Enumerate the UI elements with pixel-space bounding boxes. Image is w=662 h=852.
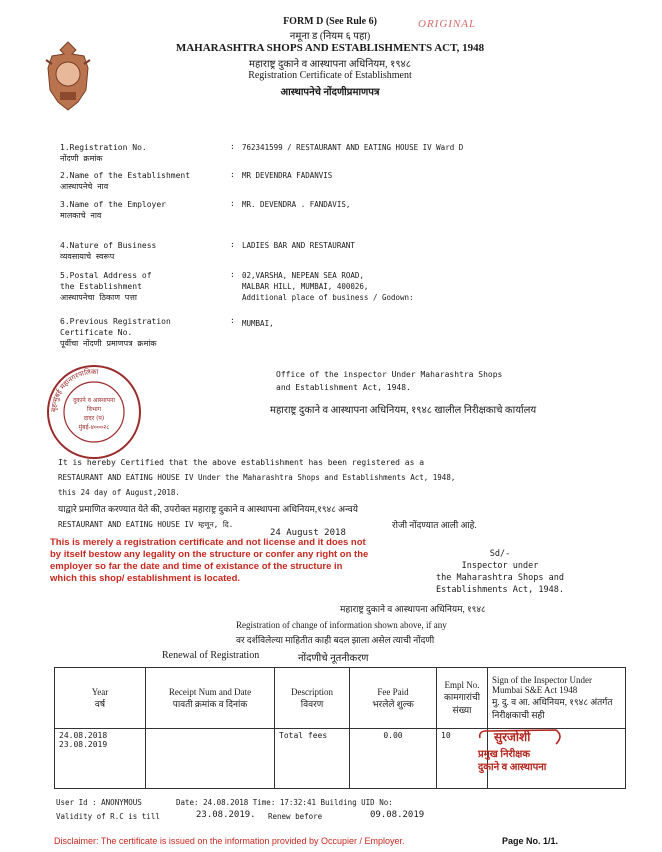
page-number: Page No. 1/1.	[502, 836, 559, 846]
header-fee-paid: Fee Paid भरलेले शुल्क	[350, 668, 437, 729]
user-id: User Id : ANONYMOUS	[56, 798, 142, 807]
office-line-1: Office of the inspector Under Maharashtra Shops	[276, 370, 503, 379]
colon: :	[230, 240, 235, 249]
cell-fee: 0.00	[350, 729, 437, 789]
renewal-title-hindi: नोंदणीचे नूतनीकरण	[298, 653, 369, 664]
cell-empl: 10	[437, 729, 488, 789]
stamp-designation: प्रमुख निरीक्षक	[478, 749, 531, 760]
registration-no-label: 1.Registration No. नोंदणी क्रमांक	[60, 143, 147, 163]
disclaimer: Disclaimer: The certificate is issued on the information provided by Occupier / Employer.	[54, 836, 405, 846]
seal-line-4: मुंबई-४०००२८	[78, 424, 110, 431]
signature-hindi: महाराष्ट्र दुकाने व आस्थापना अधिनियम, १९४८	[340, 604, 486, 614]
certificate-title: Registration Certificate of Establishment	[248, 70, 412, 81]
signature-sd: Sd/-	[489, 549, 511, 559]
issue-datetime: Date: 24.08.2018 Time: 17:32:41 Building UID No:	[176, 798, 393, 807]
form-title: FORM D (See Rule 6)	[283, 16, 377, 27]
change-info-hi: वर दर्शविलेल्या माहितीत काही बदल झाला असेल त्याची नोंदणी	[236, 635, 435, 645]
renewal-title: Renewal of Registration	[162, 650, 260, 661]
certify-line-2: RESTAURANT AND EATING HOUSE IV Under the Maharashtra Shops and Establishments Act, 1948,	[58, 473, 456, 482]
previous-certificate-value: MUMBAI,	[242, 319, 274, 328]
validity-label: Validity of R.C is till	[56, 812, 160, 821]
original-mark: ORIGINAL	[418, 18, 477, 30]
office-line-2: and Establishment Act, 1948.	[276, 383, 411, 392]
business-nature-value: LADIES BAR AND RESTAURANT	[242, 241, 355, 250]
act-title: MAHARASHTRA SHOPS AND ESTABLISHMENTS ACT, 1948	[175, 42, 485, 54]
header-year: Year वर्ष	[55, 668, 146, 729]
office-seal-icon	[44, 364, 144, 460]
employer-name-label: 3.Name of the Employer मालकाचे नाव	[60, 200, 166, 220]
change-info-en: Registration of change of information shown above, if any	[236, 620, 447, 630]
validity-date: 23.08.2019.	[196, 810, 256, 820]
stamp-department: दुकाने व आस्थापना	[478, 762, 547, 773]
table-header-row	[55, 668, 626, 729]
business-nature-label: 4.Nature of Business व्यवसायाचे स्वरूप	[60, 241, 157, 261]
certificate-title-hindi: आस्थापनेचे नोंदणीप्रमाणपत्र	[280, 87, 380, 98]
seal-line-2: विभाग	[86, 406, 102, 413]
seal-line-1: दुकाने व आस्थापना	[73, 397, 115, 404]
legal-notice: This is merely a registration certificate and not license and it does not by itself bestow any legality on the structure or confer any right on the employer so far the date and time of existance of the structure in which this shop/ establishment is located.	[50, 537, 369, 584]
colon: :	[230, 316, 235, 325]
seal-line-3: दादर (प)	[83, 415, 105, 422]
header-empl-no: Empl No. कामगारांची संख्या	[437, 668, 488, 729]
signature-line-3: Establishments Act, 1948.	[436, 585, 564, 595]
certify-line-3: this 24 day of August,2018.	[58, 488, 180, 497]
cell-receipt	[146, 729, 275, 789]
renew-date: 09.08.2019	[370, 810, 425, 820]
certify-line-5b: रोजी नोंदण्यात आली आहे.	[392, 520, 477, 530]
employer-name-value: MR. DEVENDRA . FANDAVIS,	[242, 200, 351, 209]
stamp-name: सुरजोशी	[494, 730, 531, 744]
signature-line-1: Inspector under	[461, 561, 539, 571]
renew-label: Renew before	[268, 812, 323, 821]
postal-address-value: 02,VARSHA, NEPEAN SEA ROAD, MALBAR HILL, MUMBAI, 400026, Additional place of business / Godown:	[242, 271, 414, 302]
registration-date: 24 August 2018	[270, 528, 346, 538]
header-description: Description विवरण	[275, 668, 350, 729]
inspector-stamp	[476, 728, 596, 774]
cell-year: 24.08.2018 23.08.2019	[55, 729, 146, 789]
registration-no-value: 762341599 / RESTAURANT AND EATING HOUSE IV Ward D	[242, 143, 464, 152]
seal-outer-text: बृहन्मुंबई महानगरपालिका	[49, 367, 99, 413]
colon: :	[230, 170, 235, 179]
certify-line-1: It is hereby Certified that the above establishment has been registered as a	[58, 458, 425, 467]
colon: :	[230, 270, 235, 279]
emblem-icon	[38, 40, 98, 112]
certify-hindi-line: याद्वारे प्रमाणित करण्यात येते की, उपरोक्त महाराष्ट्र दुकाने व आस्थापना अधिनियम,१९४८ अन्वये	[58, 504, 358, 514]
establishment-name-value: MR DEVENDRA FADANVIS	[242, 171, 333, 180]
signature-line-2: the Maharashtra Shops and	[436, 573, 564, 583]
certify-line-5: RESTAURANT AND EATING HOUSE IV म्हणून, दि.	[58, 520, 234, 529]
form-title-hindi: नमूना ड (नियम ६ पहा)	[289, 31, 371, 42]
office-hindi: महाराष्ट्र दुकाने व आस्थापना अधिनियम, १९४८ खालील निरीक्षकाचे कार्यालय	[270, 405, 537, 416]
cell-description: Total fees	[275, 729, 350, 789]
establishment-name-label: 2.Name of the Establishment आस्थापनेचे नाव	[60, 171, 191, 191]
act-title-hindi: महाराष्ट्र दुकाने व आस्थापना अधिनियम, १९४८	[249, 59, 411, 70]
postal-address-label: 5.Postal Address of the Establishment आस्थापनेचा ठिकाण पत्ता	[60, 271, 152, 302]
header-receipt: Receipt Num and Date पावती क्रमांक व दिनांक	[146, 668, 275, 729]
header-inspector-sign: Sign of the Inspector Under Mumbai S&E Act 1948 मु. दु. व आ. अधिनियम, १९४८ अंतर्गत निरीक्षकाची सही	[488, 668, 626, 729]
colon: :	[230, 199, 235, 208]
colon: :	[230, 142, 235, 151]
previous-certificate-label: 6.Previous Registration Certificate No. पूर्वीचा नोंदणी प्रमाणपत्र क्रमांक	[60, 317, 171, 348]
